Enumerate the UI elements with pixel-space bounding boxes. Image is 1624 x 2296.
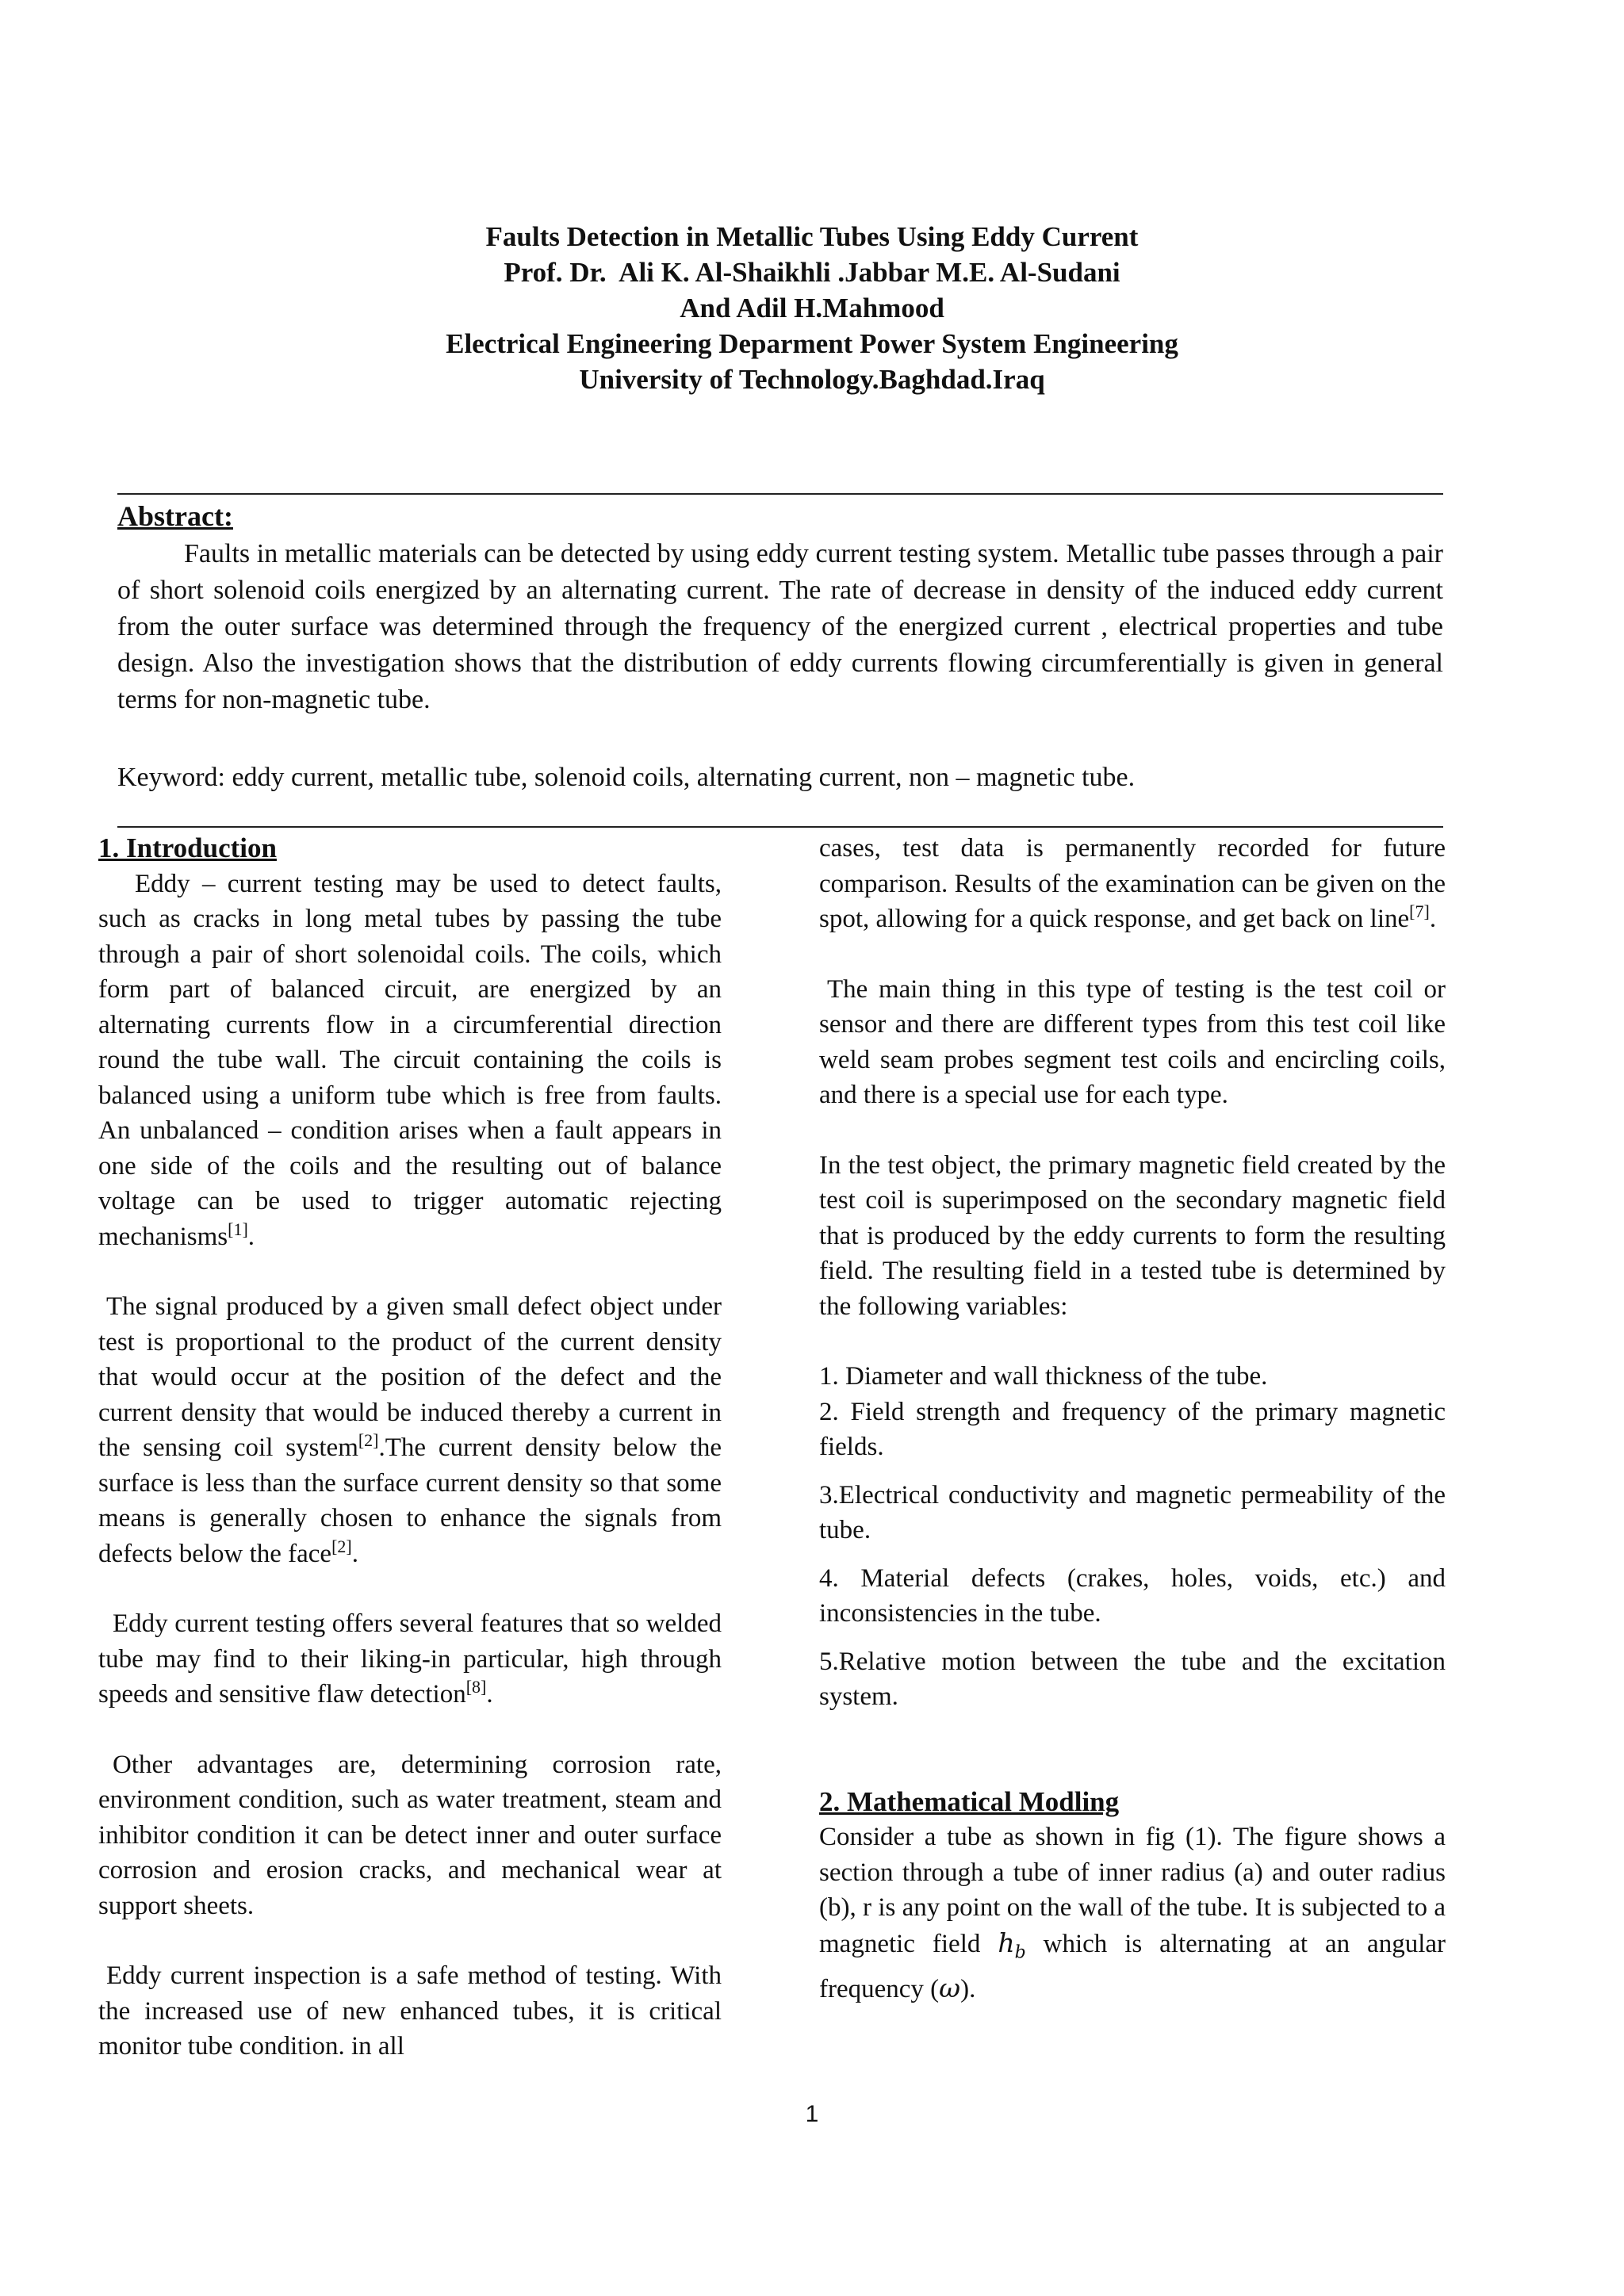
keywords: Keyword: eddy current, metallic tube, solenoid coils, alternating current, non – magnetic tube.: [117, 763, 1136, 792]
intro-paragraph-7: The main thing in this type of testing is the test coil or sensor and there are different types from this test coil like weld seam probes segment test coils and encircling coils, and there is a special use for each type.: [819, 974, 1446, 1109]
intro-paragraph-6: cases, test data is permanently recorded for future comparison. Results of the examination can be given on the spot, allowing for a quick response, and get back on line[7].: [819, 834, 1446, 933]
citation[interactable]: [2]: [358, 1430, 379, 1450]
list-item: 5.Relative motion between the tube and the excitation system.: [819, 1647, 1446, 1711]
list-item: 4. Material defects (crakes, holes, voids, etc.) and inconsistencies in the tube.: [819, 1563, 1446, 1628]
intro-paragraph-4: Other advantages are, determining corrosion rate, environment condition, such as water treatment, steam and inhibitor condition it can be detect inner and outer surface corrosion and erosion cracks, and mechanical wear at support sheets.: [98, 1750, 722, 1920]
intro-paragraph-8: In the test object, the primary magnetic field created by the test coil is superimposed on the secondary magnetic field that is produced by the eddy currents to form the resulting field. The resulting field in a tested tube is determined by the following variables:: [819, 1150, 1446, 1321]
university: University of Technology.Baghdad.Iraq: [579, 364, 1045, 395]
list-item: 3.Electrical conductivity and magnetic permeability of the tube.: [819, 1480, 1446, 1544]
intro-paragraph-3: Eddy current testing offers several features that so welded tube may find to their liking-in particular, high through speeds and sensitive flaw detection[8].: [98, 1609, 722, 1709]
page-number: 1: [805, 2101, 819, 2127]
abstract-body: Faults in metallic materials can be detected by using eddy current testing system. Metallic tube passes through a pair of short solenoid coils energized by an alternating current. The rate of decrease in density of the induced eddy current from the outer surface was determined through the frequency of the energized current , electrical properties and tube design. Also the investigation shows that the distribution of eddy currents flowing circumferentially is given in general terms for non-magnetic tube.: [117, 539, 1443, 714]
modeling-paragraph-1: Consider a tube as shown in fig (1). The figure shows a section through a tube of inner radius (a) and outer radius (b), r is any point on the wall of the tube. It is subjected to a magnetic field $h_b$ which is alternating at an angular frequency (ω).: [819, 1823, 1446, 2003]
list-item: 2. Field strength and frequency of the primary magnetic fields.: [819, 1397, 1446, 1461]
citation[interactable]: [2]: [331, 1536, 352, 1556]
intro-paragraph-1: Eddy – current testing may be used to detect faults, such as cracks in long metal tubes by passing the tube through a pair of short solenoidal coils. The coils, which form part of balanced circuit, are energized by an alternating currents flow in a circumferential direction round the tube wall. The circuit containing the coils is balanced using a uniform tube which is free from faults. An unbalanced – condition arises when a fault appears in one side of the coils and the resulting out of balance voltage can be used to trigger automatic rejecting mechanisms[1].: [98, 869, 722, 1251]
top-divider: [117, 493, 1443, 495]
intro-heading: 1. Introduction: [98, 832, 277, 863]
omega-symbol: ω: [939, 1972, 961, 2003]
intro-paragraph-5: Eddy current inspection is a safe method of testing. With the increased use of new enhanced tubes, it is critical monitor tube condition. in all: [98, 1961, 722, 2061]
abstract-heading: Abstract:: [117, 500, 233, 532]
left-column: [98, 831, 722, 2064]
field-symbol: $h_b$: [998, 1927, 1026, 1963]
abstract-text: [117, 536, 1443, 718]
modeling-heading: 2. Mathematical Modling: [819, 1785, 1120, 1817]
citation[interactable]: [1]: [228, 1219, 248, 1239]
citation[interactable]: [8]: [465, 1677, 487, 1697]
intro-paragraph-2: The signal produced by a given small defect object under test is proportional to the product of the current density that would occur at the position of the defect and the current density that would be induced thereby a current in the sensing coil system[2].The current density below the surface is less than the surface current density so that some means is generally chosen to enhance the signals from defects below the face[2].: [98, 1292, 722, 1568]
authors-line-1: Prof. Dr. Ali K. Al-Shaikhli .Jabbar M.E. Al-Sudani: [504, 257, 1120, 288]
bottom-divider: [117, 826, 1443, 828]
citation[interactable]: [7]: [1409, 901, 1430, 921]
authors-line-2: And Adil H.Mahmood: [680, 293, 944, 323]
title-block: [0, 219, 1624, 397]
paper-title: Faults Detection in Metallic Tubes Using Eddy Current: [485, 221, 1139, 252]
department: Electrical Engineering Deparment Power System Engineering: [446, 328, 1178, 359]
list-item: 1. Diameter and wall thickness of the tube.: [819, 1362, 1268, 1391]
right-column: [819, 831, 1446, 2007]
